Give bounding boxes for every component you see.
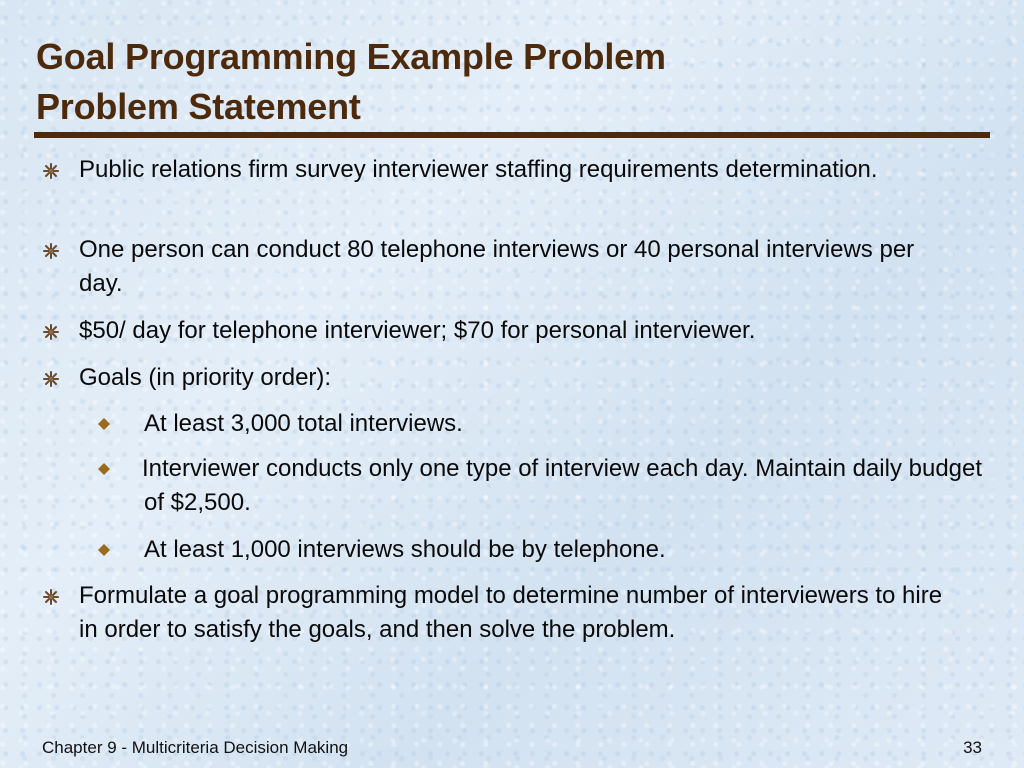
slide-title xyxy=(36,32,976,132)
sub-bullet-text: At least 1,000 interviews should be by telephone. xyxy=(144,536,666,563)
sub-bullet-text: Interviewer conducts only one type of interview each day. Maintain daily budget of $2,500. xyxy=(142,455,983,516)
sub-bullet-item xyxy=(144,407,984,441)
star-bullet-icon xyxy=(43,163,59,179)
star-bullet-icon xyxy=(43,589,59,605)
title-divider xyxy=(34,132,990,138)
bullet-item xyxy=(79,579,959,647)
footer-chapter-label: Chapter 9 - Multicriteria Decision Making xyxy=(42,738,349,757)
title-line-1: Goal Programming Example Problem xyxy=(36,36,666,77)
bullet-text: Goals (in priority order): xyxy=(79,364,332,391)
sub-bullet-text: At least 3,000 total interviews. xyxy=(144,410,463,437)
page-number: 33 xyxy=(963,738,982,757)
bullet-text: Formulate a goal programming model to determine number of interviewers to hire in order to satisfy the goals, and then solve the problem. xyxy=(79,582,943,643)
bullet-item xyxy=(79,314,959,348)
sub-bullet-item xyxy=(144,452,984,520)
bullet-text: One person can conduct 80 telephone interviews or 40 personal interviews per day. xyxy=(79,236,915,297)
diamond-bullet-icon xyxy=(98,463,110,475)
sub-bullet-item xyxy=(144,533,984,567)
star-bullet-icon xyxy=(43,243,59,259)
bullet-text: Public relations firm survey interviewer staffing requirements determination. xyxy=(79,156,878,183)
diamond-bullet-icon xyxy=(98,418,110,430)
diamond-bullet-icon xyxy=(98,544,110,556)
title-line-2: Problem Statement xyxy=(36,86,361,127)
bullet-text: $50/ day for telephone interviewer; $70 for personal interviewer. xyxy=(79,317,756,344)
star-bullet-icon xyxy=(43,324,59,340)
bullet-item xyxy=(79,233,959,301)
bullet-item xyxy=(79,153,959,187)
bullet-item xyxy=(79,361,959,395)
star-bullet-icon xyxy=(43,371,59,387)
